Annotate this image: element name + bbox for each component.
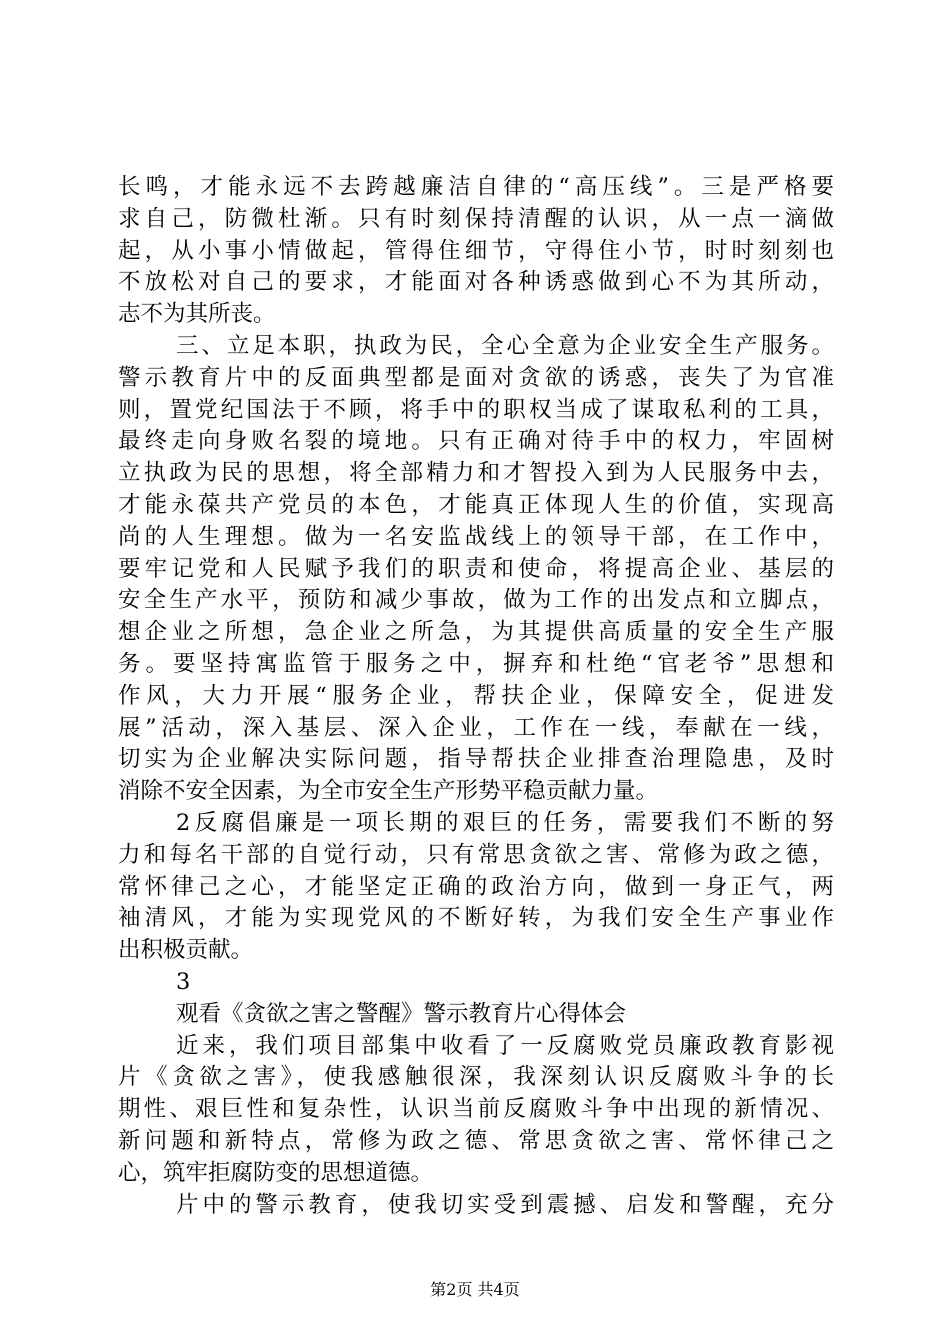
- text-line: 观看《贪欲之害之警醒》警示教育片心得体会: [176, 1000, 627, 1027]
- text-line: 安全生产水平，预防和减少事故，做为工作的出发点和立脚点，: [118, 587, 834, 614]
- page-footer: 第2页 共4页: [430, 1280, 520, 1299]
- text-line: 袖清风，才能为实现党风的不断好转，为我们安全生产事业作: [118, 905, 834, 932]
- text-line: 近来，我们项目部集中收看了一反腐败党员廉政教育影视: [176, 1032, 834, 1059]
- document-body: [118, 172, 834, 1221]
- text-line: 警示教育片中的反面典型都是面对贪欲的诱惑，丧失了为官准: [118, 364, 834, 391]
- text-line: 长鸣，才能永远不去跨越廉洁自律的“高压线”。三是严格要: [118, 174, 834, 200]
- text-line: 期性、艰巨性和复杂性，认识当前反腐败斗争中出现的新情况、: [118, 1096, 834, 1123]
- text-line: 求自己，防微杜渐。只有时刻保持清醒的认识，从一点一滴做: [118, 205, 834, 232]
- text-line: 3: [176, 968, 191, 995]
- text-line: 消除不安全因素，为全市安全生产形势平稳贡献力量。: [118, 778, 659, 805]
- text-line: 不放松对自己的要求，才能面对各种诱惑做到心不为其所动，: [118, 269, 834, 296]
- text-line: 力和每名干部的自觉行动，只有常思贪欲之害、常修为政之德，: [118, 841, 834, 868]
- text-line: 要牢记党和人民赋予我们的职责和使命，将提高企业、基层的: [118, 555, 834, 582]
- text-line: 切实为企业解决实际问题，指导帮扶企业排查治理隐患，及时: [118, 746, 834, 773]
- text-line: 常怀律己之心，才能坚定正确的政治方向，做到一身正气，两: [118, 873, 834, 900]
- text-line: 务。要坚持寓监管于服务之中，摒弃和杜绝“官老爷”思想和: [118, 650, 834, 677]
- text-line: 才能永葆共产党员的本色，才能真正体现人生的价值，实现高: [118, 491, 834, 518]
- text-line: 出积极贡献。: [118, 937, 254, 964]
- text-line: 心，筑牢拒腐防变的思想道德。: [118, 1159, 434, 1186]
- text-line: 作风，大力开展“服务企业，帮扶企业，保障安全，促进发: [118, 682, 834, 709]
- text-line: 志不为其所丧。: [118, 301, 276, 328]
- text-line: 新问题和新特点，常修为政之德、常思贪欲之害、常怀律己之: [118, 1127, 834, 1154]
- text-line: 立执政为民的思想，将全部精力和才智投入到为人民服务中去，: [118, 460, 834, 487]
- text-line: 最终走向身败名裂的境地。只有正确对待手中的权力，牢固树: [118, 428, 834, 455]
- text-line: 起，从小事小情做起，管得住细节，守得住小节，时时刻刻也: [118, 237, 834, 264]
- text-line: 三、立足本职，执政为民，全心全意为企业安全生产服务。: [176, 332, 834, 359]
- text-line: 片《贪欲之害》，使我感触很深，我深刻认识反腐败斗争的长: [118, 1064, 834, 1091]
- text-line: 想企业之所想，急企业之所急，为其提供高质量的安全生产服: [118, 619, 834, 646]
- text-line: 展”活动，深入基层、深入企业，工作在一线，奉献在一线，: [118, 714, 834, 741]
- text-line: 尚的人生理想。做为一名安监战线上的领导干部，在工作中，: [118, 523, 834, 550]
- text-line: 则，置党纪国法于不顾，将手中的职权当成了谋取私利的工具，: [118, 396, 834, 423]
- text-line: 片中的警示教育，使我切实受到震撼、启发和警醒，充分: [176, 1191, 834, 1218]
- text-line: 2反腐倡廉是一项长期的艰巨的任务，需要我们不断的努: [176, 809, 834, 836]
